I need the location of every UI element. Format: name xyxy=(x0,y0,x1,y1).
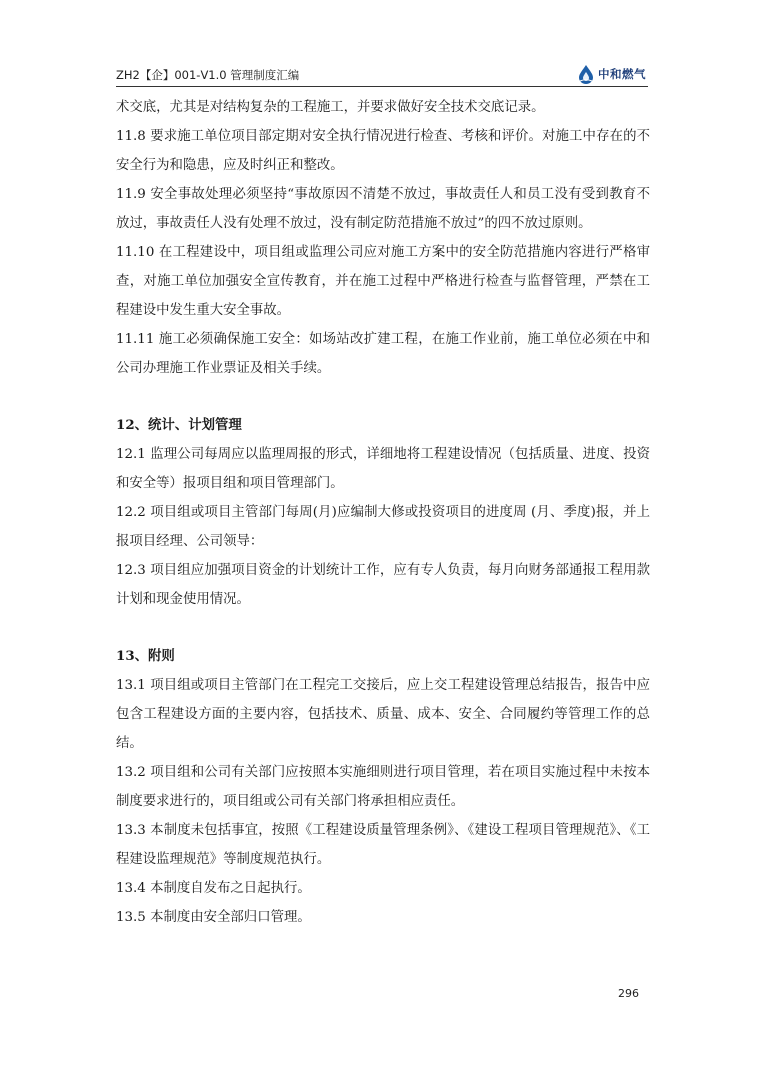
clause-13-1: 13.1 项目组或项目主管部门在工程完工交接后，应上交工程建设管理总结报告，报告中应包含工程建设方面的主要内容，包括技术、质量、成本、安全、合同履约等管理工作的总结。 xyxy=(116,678,650,751)
clause-11-10: 11.10 在工程建设中，项目组或监理公司应对施工方案中的安全防范措施内容进行严格审查，对施工单位加强安全宣传教育，并在施工过程中严格进行检查与监督管理，严禁在工程建设中发生重大安全事故。 xyxy=(116,245,650,318)
page-number: 296 xyxy=(618,987,639,1000)
clause-13-3: 13.3 本制度未包括事宜，按照《工程建设质量管理条例》、《建设工程项目管理规范》、《工程建设监理规范》等制度规范执行。 xyxy=(116,823,650,867)
clause-11-11: 11.11 施工必须确保施工安全：如场站改扩建工程，在施工作业前，施工单位必须在中和公司办理施工作业票证及相关手续。 xyxy=(116,332,650,376)
clause-11-8: 11.8 要求施工单位项目部定期对安全执行情况进行检查、考核和评价。对施工中存在的不安全行为和隐患，应及时纠正和整改。 xyxy=(116,129,650,173)
section-12-heading: 12、统计、计划管理 xyxy=(116,417,242,433)
clause-13-4: 13.4 本制度自发布之日起执行。 xyxy=(116,881,311,896)
section-13-heading: 13、附则 xyxy=(116,648,175,664)
clause-12-2: 12.2 项目组或项目主管部门每周(月)应编制大修或投资项目的进度周 (月、季度)报，并上报项目经理、公司领导： xyxy=(116,505,650,549)
clause-12-3: 12.3 项目组应加强项目资金的计划统计工作，应有专人负责，每月向财务部通报工程用款计划和现金使用情况。 xyxy=(116,563,650,607)
logo-text: 中和燃气 xyxy=(598,67,646,81)
document-title: ZH2【企】001-V1.0 管理制度汇编 xyxy=(116,68,300,82)
clause-11-9: 11.9 安全事故处理必须坚持“事故原因不清楚不放过，事故责任人和员工没有受到教育不放过，事故责任人没有处理不放过，没有制定防范措施不放过”的四不放过原则。 xyxy=(116,187,650,231)
clause-13-2: 13.2 项目组和公司有关部门应按照本实施细则进行项目管理，若在项目实施过程中未按本制度要求进行的，项目组或公司有关部门将承担相应责任。 xyxy=(116,765,650,809)
flame-drop-icon xyxy=(576,64,596,84)
clause-12-1: 12.1 监理公司每周应以监理周报的形式，详细地将工程建设情况（包括质量、进度、投资和安全等）报项目组和项目管理部门。 xyxy=(116,447,650,491)
page-header xyxy=(116,62,648,87)
clause-13-5: 13.5 本制度由安全部归口管理。 xyxy=(116,910,311,925)
company-logo xyxy=(576,64,646,84)
document-body xyxy=(116,93,650,932)
paragraph: 术交底，尤其是对结构复杂的工程施工，并要求做好安全技术交底记录。 xyxy=(116,100,545,115)
